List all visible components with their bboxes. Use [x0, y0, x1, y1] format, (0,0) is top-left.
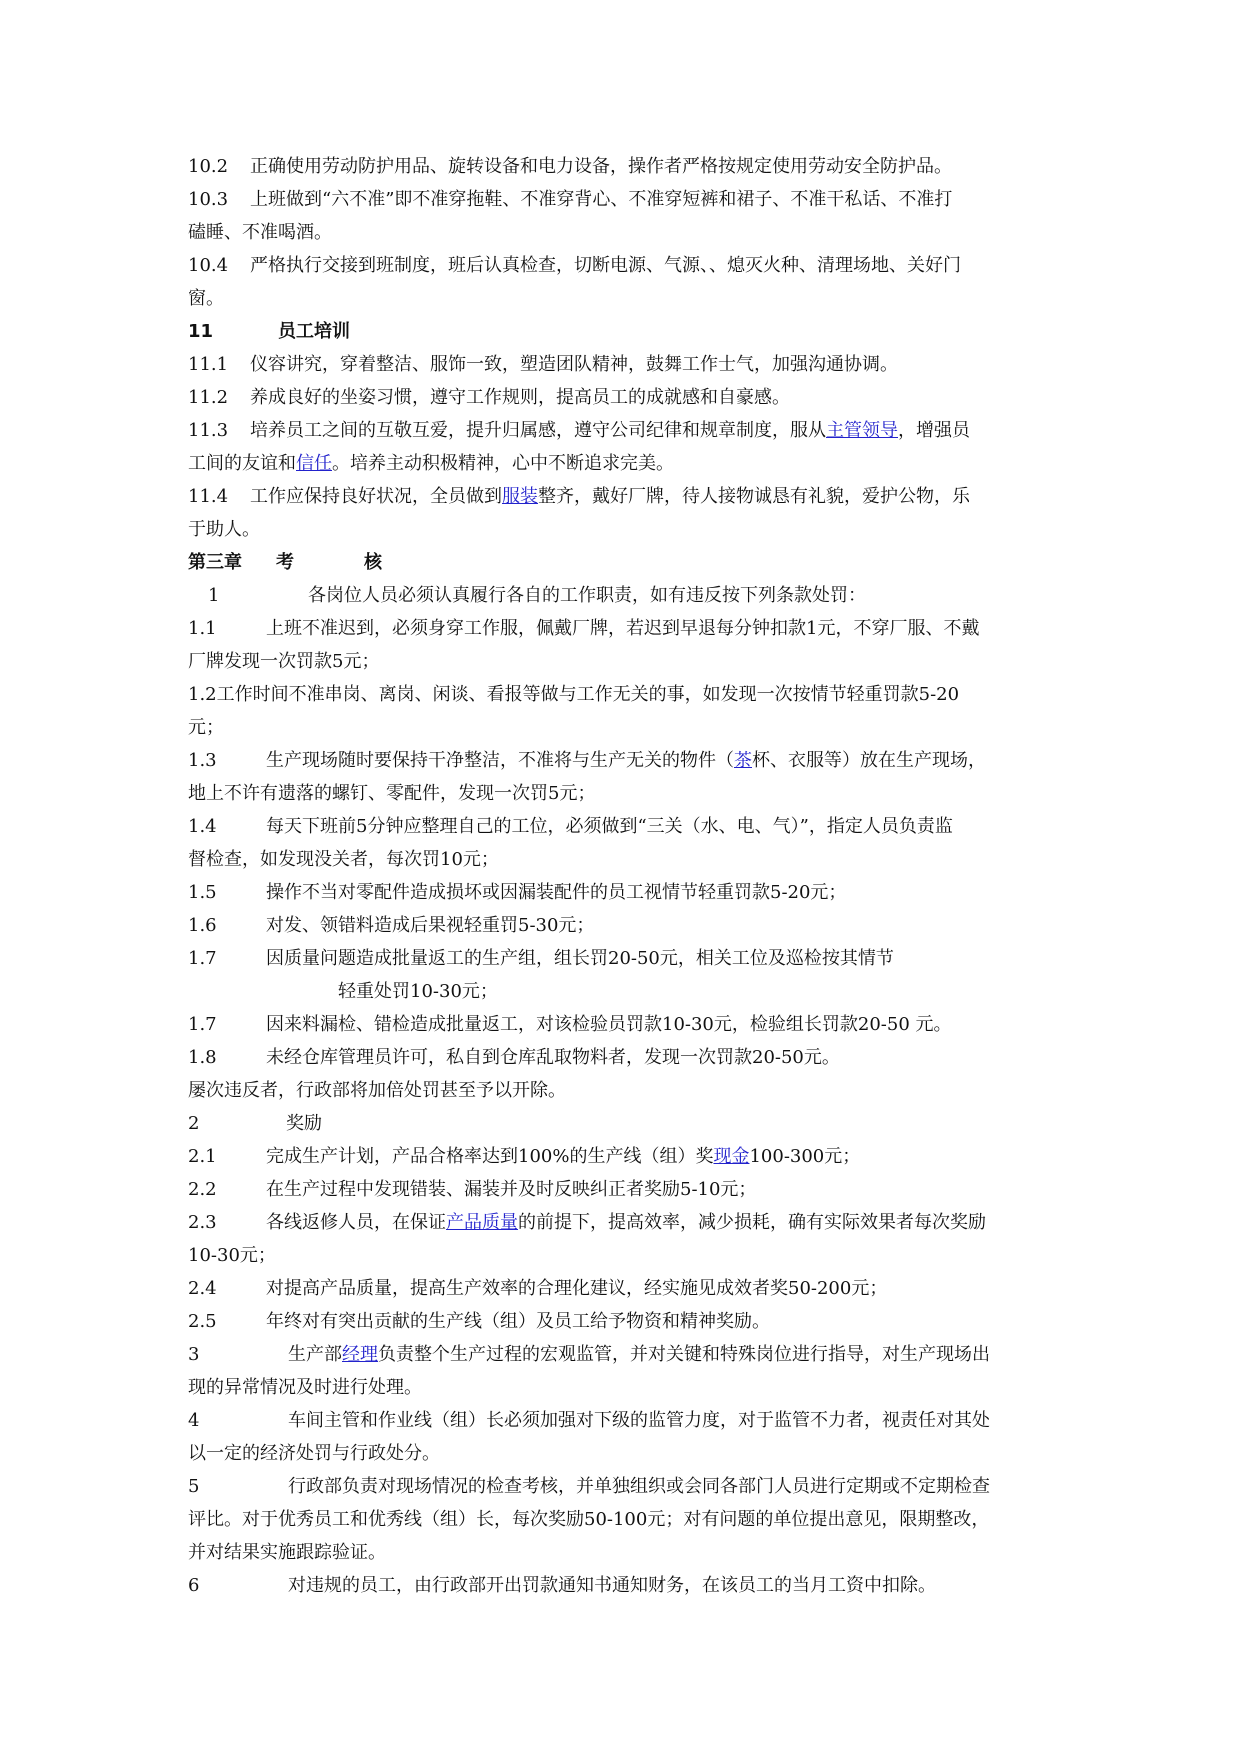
item-text: 操作不当对零配件造成损坏或因漏装配件的员工视情节轻重罚款5-20元； [266, 882, 847, 903]
item-1-1 [188, 617, 979, 641]
item-number: 2 [188, 1113, 200, 1134]
clause-continuation: 于助人。 [188, 519, 260, 540]
item-number: 5 [188, 1476, 200, 1497]
clause-text: 工间的友谊和 [188, 453, 296, 474]
item-number: 1.1 [188, 618, 217, 639]
item-1-7b [188, 1013, 952, 1037]
clause-10-4 [188, 254, 961, 278]
item-text: 生产现场随时要保持干净整洁，不准将与生产无关的物件（ [266, 750, 734, 771]
item-number: 2.1 [188, 1146, 217, 1167]
item-2-2 [188, 1178, 756, 1202]
clause-11-4 [188, 485, 970, 509]
item-text: 100-300元； [749, 1146, 861, 1167]
item-number: 1.3 [188, 750, 217, 771]
item-1-3 [188, 749, 986, 773]
item-number: 2.4 [188, 1278, 217, 1299]
item-text: 因质量问题造成批量返工的生产组，组长罚20-50元，相关工位及巡检按其情节 [266, 948, 894, 969]
item-1-7 [188, 947, 894, 971]
item-2-1 [188, 1145, 860, 1169]
item-text: 上班不准迟到，必须身穿工作服，佩戴厂牌，若迟到早退每分钟扣款1元，不穿厂服、不戴 [266, 618, 980, 639]
item-text: 奖励 [286, 1113, 322, 1134]
clause-number: 10.2 [188, 156, 229, 177]
item-1-4 [188, 815, 953, 839]
clause-11-2 [188, 386, 790, 410]
clause-text: ，增强员 [898, 420, 970, 441]
item-1 [188, 584, 866, 608]
item-number: 1.7 [188, 1014, 217, 1035]
chapter-heading [188, 551, 382, 575]
link-cash[interactable]: 现金 [713, 1146, 750, 1167]
link-supervisor[interactable]: 主管领导 [826, 420, 898, 441]
link-manager[interactable]: 经理 [342, 1344, 378, 1365]
item-continuation: 元； [188, 717, 224, 738]
item-text: 各岗位人员必须认真履行各自的工作职责，如有违反按下列条款处罚： [308, 585, 866, 606]
item-number: 1.5 [188, 882, 217, 903]
clause-text: 上班做到“六不准”即不准穿拖鞋、不准穿背心、不准穿短裤和裙子、不准干私话、不准打 [250, 189, 953, 210]
clause-11-1 [188, 353, 898, 377]
clause-text: 养成良好的坐姿习惯，遵守工作规则，提高员工的成就感和自豪感。 [250, 387, 790, 408]
item-text: 完成生产计划，产品合格率达到100%的生产线（组）奖 [266, 1146, 714, 1167]
item-number: 2.5 [188, 1311, 217, 1332]
item-1-8 [188, 1046, 840, 1070]
item-2-3 [188, 1211, 986, 1235]
item-text: 对违规的员工，由行政部开出罚款通知书通知财务，在该员工的当月工资中扣除。 [288, 1575, 936, 1596]
clause-number: 11.1 [188, 354, 229, 375]
item-1-5 [188, 881, 846, 905]
clause-number: 11.2 [188, 387, 229, 408]
item-number: 1.8 [188, 1047, 217, 1068]
item-2-4 [188, 1277, 887, 1301]
link-tea[interactable]: 茶 [734, 750, 752, 771]
clause-number: 11.4 [188, 486, 229, 507]
item-continuation: 10-30元； [188, 1245, 276, 1266]
clause-text: 。培养主动积极精神，心中不断追求完美。 [332, 453, 674, 474]
item-continuation: 地上不许有遗落的螺钉、零配件，发现一次罚5元； [188, 783, 596, 804]
item-text: 未经仓库管理员许可，私自到仓库乱取物料者，发现一次罚款20-50元。 [266, 1047, 840, 1068]
link-trust[interactable]: 信任 [296, 453, 332, 474]
link-clothing[interactable]: 服装 [502, 486, 538, 507]
item-text: 对发、领错料造成后果视轻重罚5-30元； [266, 915, 595, 936]
item-text: 车间主管和作业线（组）长必须加强对下级的监管力度，对于监管不力者，视责任对其处 [288, 1410, 990, 1431]
item-text: 杯、衣服等）放在生产现场， [752, 750, 986, 771]
item-number: 2.2 [188, 1179, 217, 1200]
clause-text: 培养员工之间的互敬互爱，提升归属感，遵守公司纪律和规章制度，服从 [250, 420, 826, 441]
item-text: 生产部 [288, 1344, 342, 1365]
link-product-quality[interactable]: 产品质量 [446, 1212, 518, 1233]
section-title: 员工培训 [278, 321, 350, 342]
item-continuation: 以一定的经济处罚与行政处分。 [188, 1443, 440, 1464]
clause-number: 11.3 [188, 420, 229, 441]
clause-number: 10.4 [188, 255, 229, 276]
clause-continuation: 磕睡、不准喝酒。 [188, 222, 332, 243]
item-text: 负责整个生产过程的宏观监管，并对关键和特殊岗位进行指导，对生产现场出 [378, 1344, 990, 1365]
item-6 [188, 1574, 936, 1598]
item-text: 在生产过程中发现错装、漏装并及时反映纠正者奖励5-10元； [266, 1179, 757, 1200]
item-text: 对提高产品质量，提高生产效率的合理化建议，经实施见成效者奖50-200元； [266, 1278, 888, 1299]
repeat-offense-note: 屡次违反者，行政部将加倍处罚甚至予以开除。 [188, 1080, 566, 1101]
item-text: 各线返修人员，在保证 [266, 1212, 446, 1233]
clause-10-2 [188, 155, 952, 179]
clause-number: 10.3 [188, 189, 229, 210]
clause-continuation: 窗。 [188, 288, 224, 309]
item-2 [188, 1112, 322, 1136]
item-3 [188, 1343, 990, 1367]
clause-continuation [188, 452, 674, 476]
clause-text: 严格执行交接到班制度，班后认真检查，切断电源、气源、、熄灭火种、清理场地、关好门 [250, 255, 961, 276]
item-5 [188, 1475, 990, 1499]
chapter-title-char: 考 [276, 552, 294, 573]
item-1-2: 1.2工作时间不准串岗、离岗、闲谈、看报等做与工作无关的事，如发现一次按情节轻重罚款5-20 [188, 684, 960, 705]
item-text: 行政部负责对现场情况的检查考核，并单独组织或会同各部门人员进行定期或不定期检查 [288, 1476, 990, 1497]
clause-11-3 [188, 419, 970, 443]
item-number: 2.3 [188, 1212, 217, 1233]
item-number: 4 [188, 1410, 200, 1431]
chapter-number: 第三章 [188, 552, 242, 573]
clause-text: 正确使用劳动防护用品、旋转设备和电力设备，操作者严格按规定使用劳动安全防护品。 [250, 156, 952, 177]
clause-text: 仪容讲究，穿着整洁、服饰一致，塑造团队精神，鼓舞工作士气，加强沟通协调。 [250, 354, 898, 375]
section-heading-11 [188, 320, 350, 344]
item-2-5 [188, 1310, 770, 1334]
item-text: 年终对有突出贡献的生产线（组）及员工给予物资和精神奖励。 [266, 1311, 770, 1332]
item-number: 6 [188, 1575, 200, 1596]
item-number: 1.6 [188, 915, 217, 936]
item-continuation: 厂牌发现一次罚款5元； [188, 651, 380, 672]
item-number: 1 [208, 585, 220, 606]
item-number: 1.4 [188, 816, 217, 837]
item-number: 3 [188, 1344, 200, 1365]
clause-text: 整齐，戴好厂牌，待人接物诚恳有礼貌，爱护公物，乐 [538, 486, 970, 507]
section-number: 11 [188, 321, 214, 342]
item-number: 1.7 [188, 948, 217, 969]
clause-text: 工作应保持良好状况，全员做到 [250, 486, 502, 507]
item-continuation: 评比。对于优秀员工和优秀线（组）长，每次奖励50-100元；对有问题的单位提出意见，限期整改， [188, 1509, 990, 1530]
item-continuation: 并对结果实施跟踪验证。 [188, 1542, 386, 1563]
chapter-title-char: 核 [364, 552, 382, 573]
item-continuation: 轻重处罚10-30元； [338, 981, 498, 1002]
item-text: 的前提下，提高效率，减少损耗，确有实际效果者每次奖励 [518, 1212, 986, 1233]
item-1-6 [188, 914, 594, 938]
item-text: 因来料漏检、错检造成批量返工，对该检验员罚款10-30元，检验组长罚款20-50 元。 [266, 1014, 952, 1035]
clause-10-3 [188, 188, 952, 212]
item-4 [188, 1409, 990, 1433]
item-continuation: 现的异常情况及时进行处理。 [188, 1377, 422, 1398]
item-continuation: 督检查，如发现没关者，每次罚10元； [188, 849, 499, 870]
item-text: 每天下班前5分钟应整理自己的工位，必须做到“三关（水、电、气）”，指定人员负责监 [266, 816, 953, 837]
